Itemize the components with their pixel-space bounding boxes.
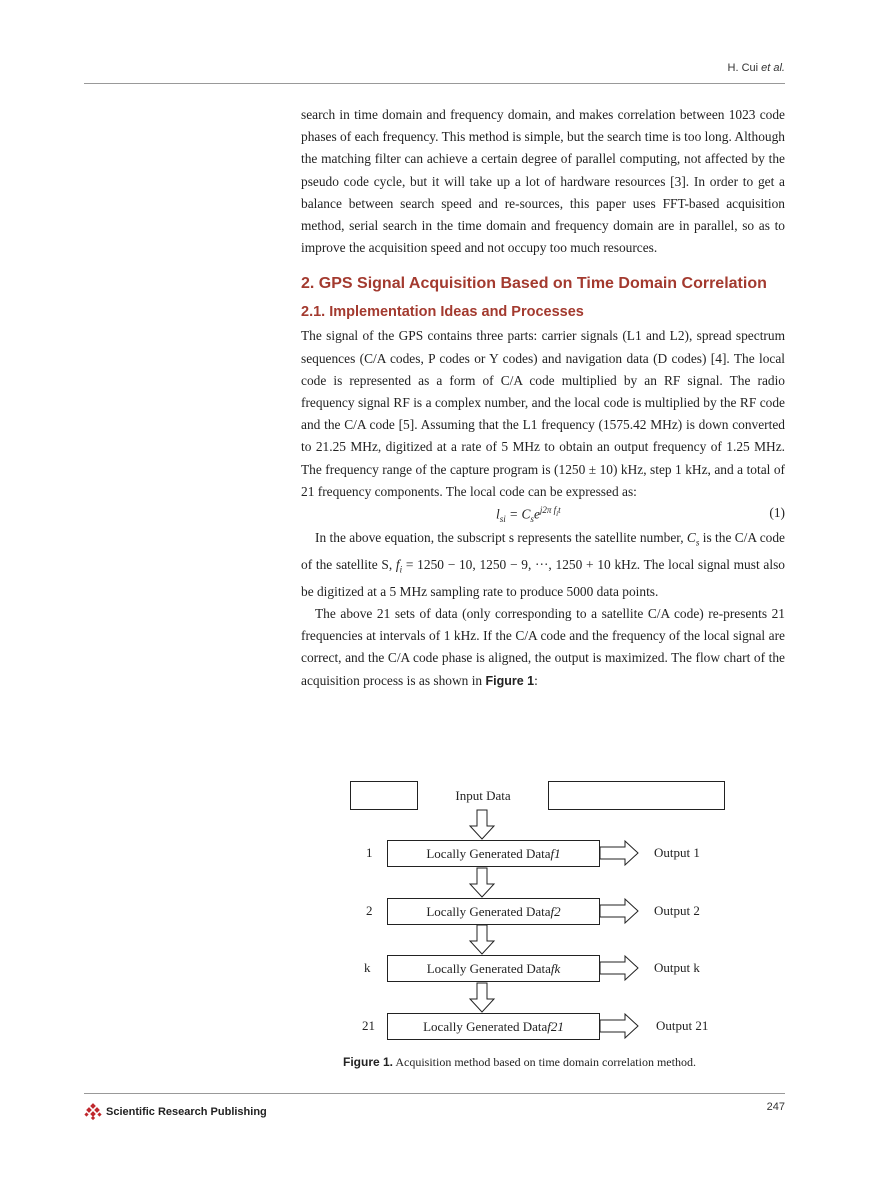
equation-1 [301,503,785,527]
input-data-label: Input Data [455,787,511,803]
subsection-heading: 2.1. Implementation Ideas and Processes [301,304,584,321]
publisher-diamond-icon [84,1103,102,1121]
row-index-21: 21 [362,1018,375,1033]
author-name: H. Cui [727,62,762,74]
local-data-box-f1: Locally Generated Data f1 [387,840,600,867]
page-number: 247 [766,1101,785,1113]
row-index-2: 2 [366,903,373,918]
publisher-logo [84,1103,267,1121]
down-arrow-3 [470,925,494,954]
right-arrow-2 [600,899,638,923]
equation-body: $l_{si} = C_se^{j2\pi f_it}$ [496,505,561,525]
main-column [301,104,785,692]
caption-text: Acquisition method based on time domain correlation method. [393,1055,696,1069]
row-index-k: k [364,960,371,975]
local-data-box-f2: Locally Generated Data f2 [387,898,600,925]
publisher-name: Scientific Research Publishing [106,1106,267,1118]
output-k-label: Output k [654,960,700,975]
output-21-label: Output 21 [656,1018,709,1033]
paragraph-flowchart-intro: The above 21 sets of data (only corresponding to a satellite C/A code) re-presents 21 frequencies at intervals of 1 kHz. If the C/A code and the frequency of the local signal are correct, and the C/A code phase is aligned, the output is maximized. The flow chart of the acquisition process is as shown in Figure 1: [301,606,785,688]
local-data-box-f21: Locally Generated Data f21 [387,1013,600,1040]
row-index-1: 1 [366,845,373,860]
equation-number: (1) [769,505,785,521]
section-heading: 2. GPS Signal Acquisition Based on Time Domain Correlation [301,275,767,293]
author-etal: et al. [761,62,785,74]
output-2-label: Output 2 [654,903,700,918]
caption-label: Figure 1. [343,1055,394,1069]
header-rule [84,83,785,84]
output-1-label: Output 1 [654,845,700,860]
intro-paragraph: search in time domain and frequency domain, and makes correlation between 1023 code phases of each frequency. This method is simple, but the search time is too long. Although the matching filter can achieve a certain degree of parallel computing, not affected by the pseudo code cycle, but it will take up a lot of hardware resources [3]. In order to get a balance between search speed and re-sources, this paper uses FFT-based acquisition method, serial search in the time domain and frequency domain are in parallel, so as to improve the acquisition speed and not occupy too much resources. [301,107,785,256]
paragraph-signal: The signal of the GPS contains three parts: carrier signals (L1 and L2), spread spectrum sequences (C/A codes, P codes or Y codes) and navigation data (D codes) [4]. The local code is represented as a form of C/A code multiplied by an RF signal. The radio frequency signal RF is a complex number, and the local code is multiplied by the RF code and the C/A code [5]. Assuming that the L1 frequency (1575.42 MHz) is down converted to 21.25 MHz, digitized at a rate of 5 MHz to obtain an output frequency of 1.25 MHz. The frequency range of the capture program is (1250 ± 10) kHz, step 1 kHz, and a total of 21 frequency components. The local code can be expressed as: [301,328,785,499]
figure-1-link[interactable]: Figure 1 [485,673,535,688]
down-arrow-4 [470,983,494,1012]
right-arrow-4 [600,1014,638,1038]
down-arrow-2 [470,868,494,897]
figure-1-flowchart [350,781,725,1051]
right-arrow-3 [600,956,638,980]
down-arrow-1 [470,810,494,839]
paragraph-subscript: In the above equation, the subscript s represents the satellite number, $C_s$ is the C/A code of the satellite S, $f_i = 1250 - 10$, 1250 − 9, ···, 1250 + 10 kHz. The local signal must also be digitized at a 5 MHz sampling rate to produce 5000 data points. [301,530,785,599]
figure-1-caption [343,1055,696,1070]
footer-rule [84,1093,785,1094]
local-data-box-fk: Locally Generated Data fk [387,955,600,982]
running-header [728,62,785,74]
right-arrow-1 [600,841,638,865]
